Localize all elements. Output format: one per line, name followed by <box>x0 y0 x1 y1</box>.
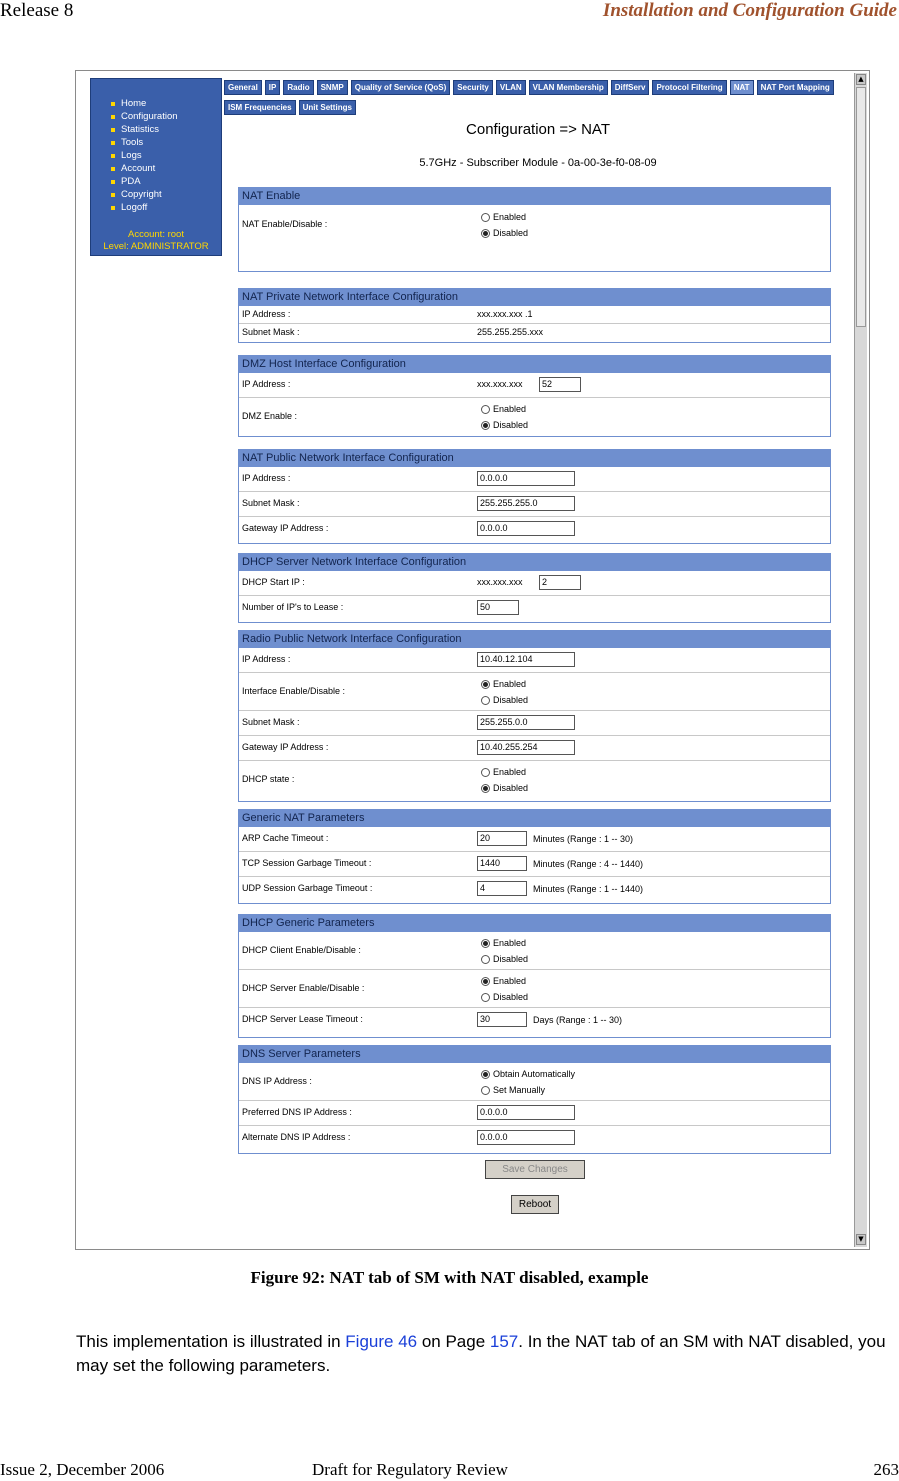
radio-mask-input[interactable]: 255.255.0.0 <box>477 715 575 730</box>
tab-ip[interactable]: IP <box>265 80 281 95</box>
radio-icon[interactable] <box>481 1086 490 1095</box>
radio-label: Enabled <box>493 679 527 689</box>
field-label: DHCP state : <box>242 774 295 784</box>
field-unit: Minutes (Range : 1 -- 30) <box>533 834 634 844</box>
arp-timeout-input[interactable]: 20 <box>477 831 527 846</box>
section-nat-enable <box>238 187 831 272</box>
ip-prefix: xxx.xxx.xxx <box>477 577 523 587</box>
public-gateway-input[interactable]: 0.0.0.0 <box>477 521 575 536</box>
field-label: DHCP Start IP : <box>242 577 305 587</box>
tab-ism-frequencies[interactable]: ISM Frequencies <box>224 100 296 115</box>
section-title: DHCP Generic Parameters <box>239 915 830 932</box>
section-nat-public <box>238 449 831 544</box>
ip-prefix: xxx.xxx.xxx <box>477 379 523 389</box>
radio-group <box>481 401 528 433</box>
radio-group <box>481 764 528 796</box>
field-label: Number of IP's to Lease : <box>242 602 344 612</box>
nav-item-pda[interactable]: PDA <box>121 175 221 188</box>
field-unit: Minutes (Range : 1 -- 1440) <box>533 884 644 894</box>
field-label: Gateway IP Address : <box>242 742 329 752</box>
section-nat-private <box>238 288 831 343</box>
tab-vlan-membership[interactable]: VLAN Membership <box>529 80 608 95</box>
page-title: Configuration => NAT <box>466 121 610 138</box>
radio-icon[interactable] <box>481 405 490 414</box>
radio-label: Disabled <box>493 783 529 793</box>
preferred-dns-input[interactable]: 0.0.0.0 <box>477 1105 575 1120</box>
form-row <box>239 648 830 673</box>
radio-icon[interactable] <box>481 696 490 705</box>
field-label: DHCP Server Lease Timeout : <box>242 1014 363 1024</box>
account-level: Level: ADMINISTRATOR <box>103 241 209 252</box>
tab-vlan[interactable]: VLAN <box>496 80 526 95</box>
radio-disabled[interactable] <box>481 692 528 708</box>
radio-icon[interactable] <box>481 993 490 1002</box>
section-generic-nat <box>238 809 831 904</box>
radio-selected-icon[interactable] <box>481 229 490 238</box>
tab-security[interactable]: Security <box>453 80 493 95</box>
field-label: Subnet Mask : <box>242 327 300 337</box>
radio-selected-icon[interactable] <box>481 1070 490 1079</box>
radio-selected-icon[interactable] <box>481 977 490 986</box>
tab-protocol-filtering[interactable]: Protocol Filtering <box>652 80 726 95</box>
radio-label: Disabled <box>493 954 529 964</box>
tcp-timeout-input[interactable]: 1440 <box>477 856 527 871</box>
section-radio-public <box>238 630 831 802</box>
form-row <box>239 517 830 541</box>
form-row <box>239 398 830 435</box>
field-value: 255.255.255.xxx <box>477 327 544 337</box>
scroll-down-arrow-icon[interactable]: ▼ <box>856 1234 866 1245</box>
radio-enabled[interactable] <box>481 209 528 225</box>
form-row <box>239 373 830 398</box>
form-row <box>239 205 830 245</box>
radio-set-manually[interactable] <box>481 1082 575 1098</box>
radio-enabled[interactable] <box>481 764 528 780</box>
radio-icon[interactable] <box>481 213 490 222</box>
tab-radio[interactable]: Radio <box>283 80 313 95</box>
section-title: DHCP Server Network Interface Configuration <box>239 554 830 571</box>
nav-item-account[interactable]: Account <box>121 162 221 175</box>
paragraph-text: . In the NAT tab of an SM with NAT disabled, you may set the following parameters. <box>76 1332 886 1375</box>
field-label: Preferred DNS IP Address : <box>242 1107 352 1117</box>
save-changes-button[interactable]: Save Changes <box>485 1160 585 1179</box>
field-label: DHCP Server Enable/Disable : <box>242 983 365 993</box>
nav-item-configuration[interactable]: Configuration <box>121 110 221 123</box>
header-release: Release 8 <box>0 0 74 21</box>
nav-item-tools[interactable]: Tools <box>121 136 221 149</box>
tab-nat-port-mapping[interactable]: NAT Port Mapping <box>757 80 834 95</box>
field-label: Interface Enable/Disable : <box>242 686 346 696</box>
page-subtitle: 5.7GHz - Subscriber Module - 0a-00-3e-f0-08-09 <box>419 157 657 169</box>
public-mask-input[interactable]: 255.255.255.0 <box>477 496 575 511</box>
section-title: Generic NAT Parameters <box>239 810 830 827</box>
field-label: TCP Session Garbage Timeout : <box>242 858 372 868</box>
field-value: xxx.xxx.xxx .1 <box>477 309 533 319</box>
field-label: Gateway IP Address : <box>242 523 329 533</box>
form-row <box>239 467 830 492</box>
account-name: Account: root <box>128 229 184 240</box>
radio-group <box>481 935 528 967</box>
radio-label: Enabled <box>493 976 527 986</box>
reboot-button[interactable]: Reboot <box>511 1195 559 1214</box>
radio-gateway-input[interactable]: 10.40.255.254 <box>477 740 575 755</box>
dhcp-start-ip-input[interactable]: 2 <box>539 575 581 590</box>
section-title: NAT Private Network Interface Configuration <box>239 289 830 306</box>
radio-icon[interactable] <box>481 768 490 777</box>
radio-group <box>481 209 528 241</box>
radio-icon[interactable] <box>481 955 490 964</box>
form-row <box>239 852 830 877</box>
radio-label: Set Manually <box>493 1085 546 1095</box>
form-row <box>239 324 830 341</box>
tab-nat[interactable]: NAT <box>730 80 754 95</box>
tab-diffserv[interactable]: DiffServ <box>611 80 650 95</box>
paragraph-text: This implementation is illustrated in <box>76 1332 346 1351</box>
radio-group <box>481 676 528 708</box>
screenshot-frame <box>75 70 870 1250</box>
field-label: Subnet Mask : <box>242 498 300 508</box>
form-row <box>239 761 830 798</box>
dhcp-lease-timeout-input[interactable]: 30 <box>477 1012 527 1027</box>
form-row <box>239 492 830 517</box>
tab-unit-settings[interactable]: Unit Settings <box>299 100 356 115</box>
field-label: Alternate DNS IP Address : <box>242 1132 351 1142</box>
form-row <box>239 970 830 1008</box>
field-label: IP Address : <box>242 379 291 389</box>
radio-selected-icon[interactable] <box>481 784 490 793</box>
field-label: IP Address : <box>242 654 291 664</box>
ip-lease-count-input[interactable]: 50 <box>477 600 519 615</box>
field-label: IP Address : <box>242 473 291 483</box>
form-row <box>239 596 830 620</box>
form-row <box>239 306 830 324</box>
tab-snmp[interactable]: SNMP <box>317 80 348 95</box>
footer-issue: Issue 2, December 2006 <box>0 1460 165 1479</box>
field-label: UDP Session Garbage Timeout : <box>242 883 373 893</box>
nav-item-statistics[interactable]: Statistics <box>121 123 221 136</box>
radio-label: Disabled <box>493 228 529 238</box>
dmz-ip-input[interactable]: 52 <box>539 377 581 392</box>
navigation-menu <box>90 78 222 256</box>
paragraph-text: on Page <box>417 1332 490 1351</box>
section-title: NAT Enable <box>239 188 830 205</box>
field-unit: Minutes (Range : 4 -- 1440) <box>533 859 644 869</box>
public-ip-input[interactable]: 0.0.0.0 <box>477 471 575 486</box>
form-row <box>239 1101 830 1126</box>
form-row <box>239 736 830 761</box>
nav-item-logoff[interactable]: Logoff <box>121 201 221 214</box>
radio-disabled[interactable] <box>481 780 528 796</box>
radio-enabled[interactable] <box>481 935 528 951</box>
radio-selected-icon[interactable] <box>481 939 490 948</box>
section-title: DMZ Host Interface Configuration <box>239 356 830 373</box>
radio-disabled[interactable] <box>481 951 528 967</box>
radio-disabled[interactable] <box>481 417 528 433</box>
radio-disabled[interactable] <box>481 989 528 1005</box>
radio-label: Disabled <box>493 420 529 430</box>
nav-item-home[interactable]: Home <box>121 97 221 110</box>
form-row <box>239 673 830 711</box>
section-dmz <box>238 355 831 437</box>
radio-label: Disabled <box>493 992 529 1002</box>
footer-draft: Draft for Regulatory Review <box>312 1460 508 1479</box>
tab-general[interactable]: General <box>224 80 262 95</box>
form-row <box>239 827 830 852</box>
field-label: DNS IP Address : <box>242 1076 312 1086</box>
field-label: DMZ Enable : <box>242 411 298 421</box>
radio-label: Enabled <box>493 212 527 222</box>
radio-disabled[interactable] <box>481 225 528 241</box>
section-dhcp-generic <box>238 914 831 1038</box>
nav-item-logs[interactable]: Logs <box>121 149 221 162</box>
radio-label: Obtain Automatically <box>493 1069 576 1079</box>
form-row <box>239 932 830 970</box>
alternate-dns-input[interactable]: 0.0.0.0 <box>477 1130 575 1145</box>
tab-bar <box>224 77 840 117</box>
field-label: IP Address : <box>242 309 291 319</box>
field-label: ARP Cache Timeout : <box>242 833 329 843</box>
form-row <box>239 711 830 736</box>
nav-item-copyright[interactable]: Copyright <box>121 188 221 201</box>
body-paragraph <box>76 1330 896 1378</box>
section-title: Radio Public Network Interface Configuration <box>239 631 830 648</box>
radio-label: Enabled <box>493 767 527 777</box>
radio-group <box>481 1066 575 1098</box>
section-title: DNS Server Parameters <box>239 1046 830 1063</box>
form-row <box>239 571 830 596</box>
radio-enabled[interactable] <box>481 973 528 989</box>
radio-obtain-automatically[interactable] <box>481 1066 575 1082</box>
field-label: Subnet Mask : <box>242 717 300 727</box>
field-unit: Days (Range : 1 -- 30) <box>533 1015 623 1025</box>
section-title: NAT Public Network Interface Configuration <box>239 450 830 467</box>
radio-label: Enabled <box>493 404 527 414</box>
form-row <box>239 1126 830 1150</box>
radio-selected-icon[interactable] <box>481 680 490 689</box>
radio-group <box>481 973 528 1005</box>
radio-enabled[interactable] <box>481 401 528 417</box>
radio-selected-icon[interactable] <box>481 421 490 430</box>
scrollbar-thumb[interactable] <box>856 87 866 327</box>
page-link[interactable]: 157 <box>489 1332 519 1351</box>
radio-label: Disabled <box>493 695 529 705</box>
form-row <box>239 1008 830 1032</box>
form-row <box>239 877 830 901</box>
radio-label: Enabled <box>493 938 527 948</box>
figure-link[interactable]: Figure 46 <box>345 1332 418 1351</box>
header-guide-title: Installation and Configuration Guide <box>602 0 897 21</box>
figure-caption: Figure 92: NAT tab of SM with NAT disabled, example <box>250 1268 649 1287</box>
radio-ip-input[interactable]: 10.40.12.104 <box>477 652 575 667</box>
radio-enabled[interactable] <box>481 676 528 692</box>
section-dhcp-server-interface <box>238 553 831 623</box>
field-label: NAT Enable/Disable : <box>242 219 328 229</box>
udp-timeout-input[interactable]: 4 <box>477 881 527 896</box>
section-dns <box>238 1045 831 1154</box>
form-row <box>239 1063 830 1101</box>
footer-page-number: 263 <box>873 1460 899 1479</box>
field-label: DHCP Client Enable/Disable : <box>242 945 361 955</box>
scroll-up-arrow-icon[interactable]: ▲ <box>856 74 866 85</box>
vertical-scrollbar[interactable] <box>854 73 867 1247</box>
tab-qos[interactable]: Quality of Service (QoS) <box>351 80 451 95</box>
